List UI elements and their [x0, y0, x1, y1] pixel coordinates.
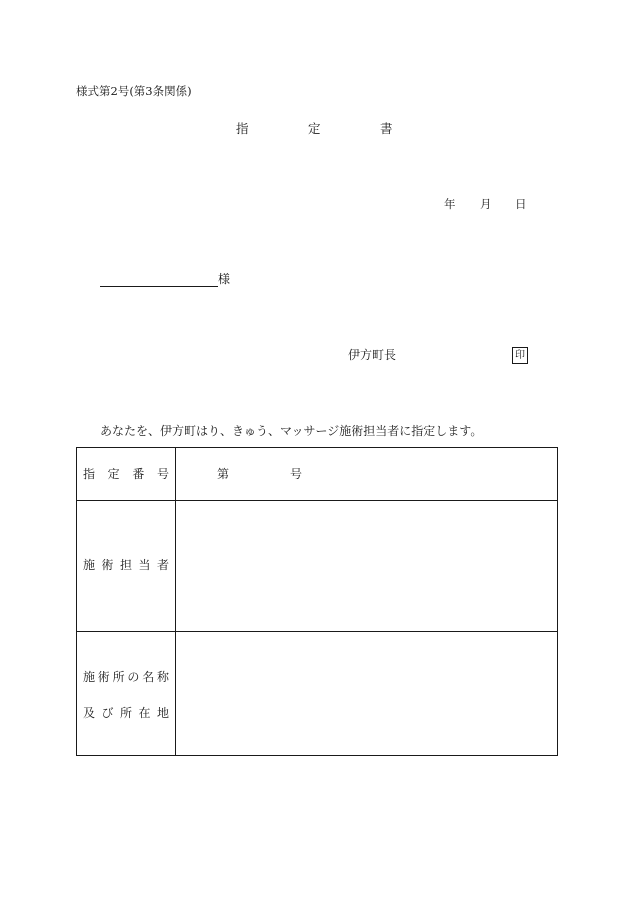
label-text-line-1: 施 術 所 の 名 称 — [83, 670, 169, 684]
form-number: 様式第2号(第3条関係) — [76, 84, 192, 98]
designation-number-suffix: 号 — [290, 467, 303, 481]
issuer-title: 伊方町長 — [348, 348, 397, 362]
label-text-line-2: 及 び 所 在 地 — [83, 706, 169, 720]
date-month-label: 月 — [480, 197, 492, 211]
date-year-label: 年 — [444, 197, 456, 211]
seal-mark: 印 — [512, 347, 528, 364]
recipient-honorific: 様 — [218, 272, 231, 286]
designation-statement: あなたを、伊方町はり、きゅう、マッサージ施術担当者に指定します。 — [100, 424, 483, 438]
date-day-label: 日 — [515, 197, 527, 211]
table-row-designation-number — [77, 448, 557, 501]
document-title-char-2: 定 — [308, 121, 321, 136]
table-row-facility — [77, 632, 557, 755]
designation-table — [76, 447, 558, 756]
document-title-char-1: 指 — [236, 121, 249, 136]
document-title-char-3: 書 — [380, 121, 393, 136]
label-text: 指 定 番 号 — [83, 467, 169, 481]
table-row-operator — [77, 500, 557, 632]
designation-number-prefix: 第 — [217, 467, 230, 481]
label-text: 施 術 担 当 者 — [83, 558, 169, 572]
recipient-name-line — [100, 286, 218, 287]
